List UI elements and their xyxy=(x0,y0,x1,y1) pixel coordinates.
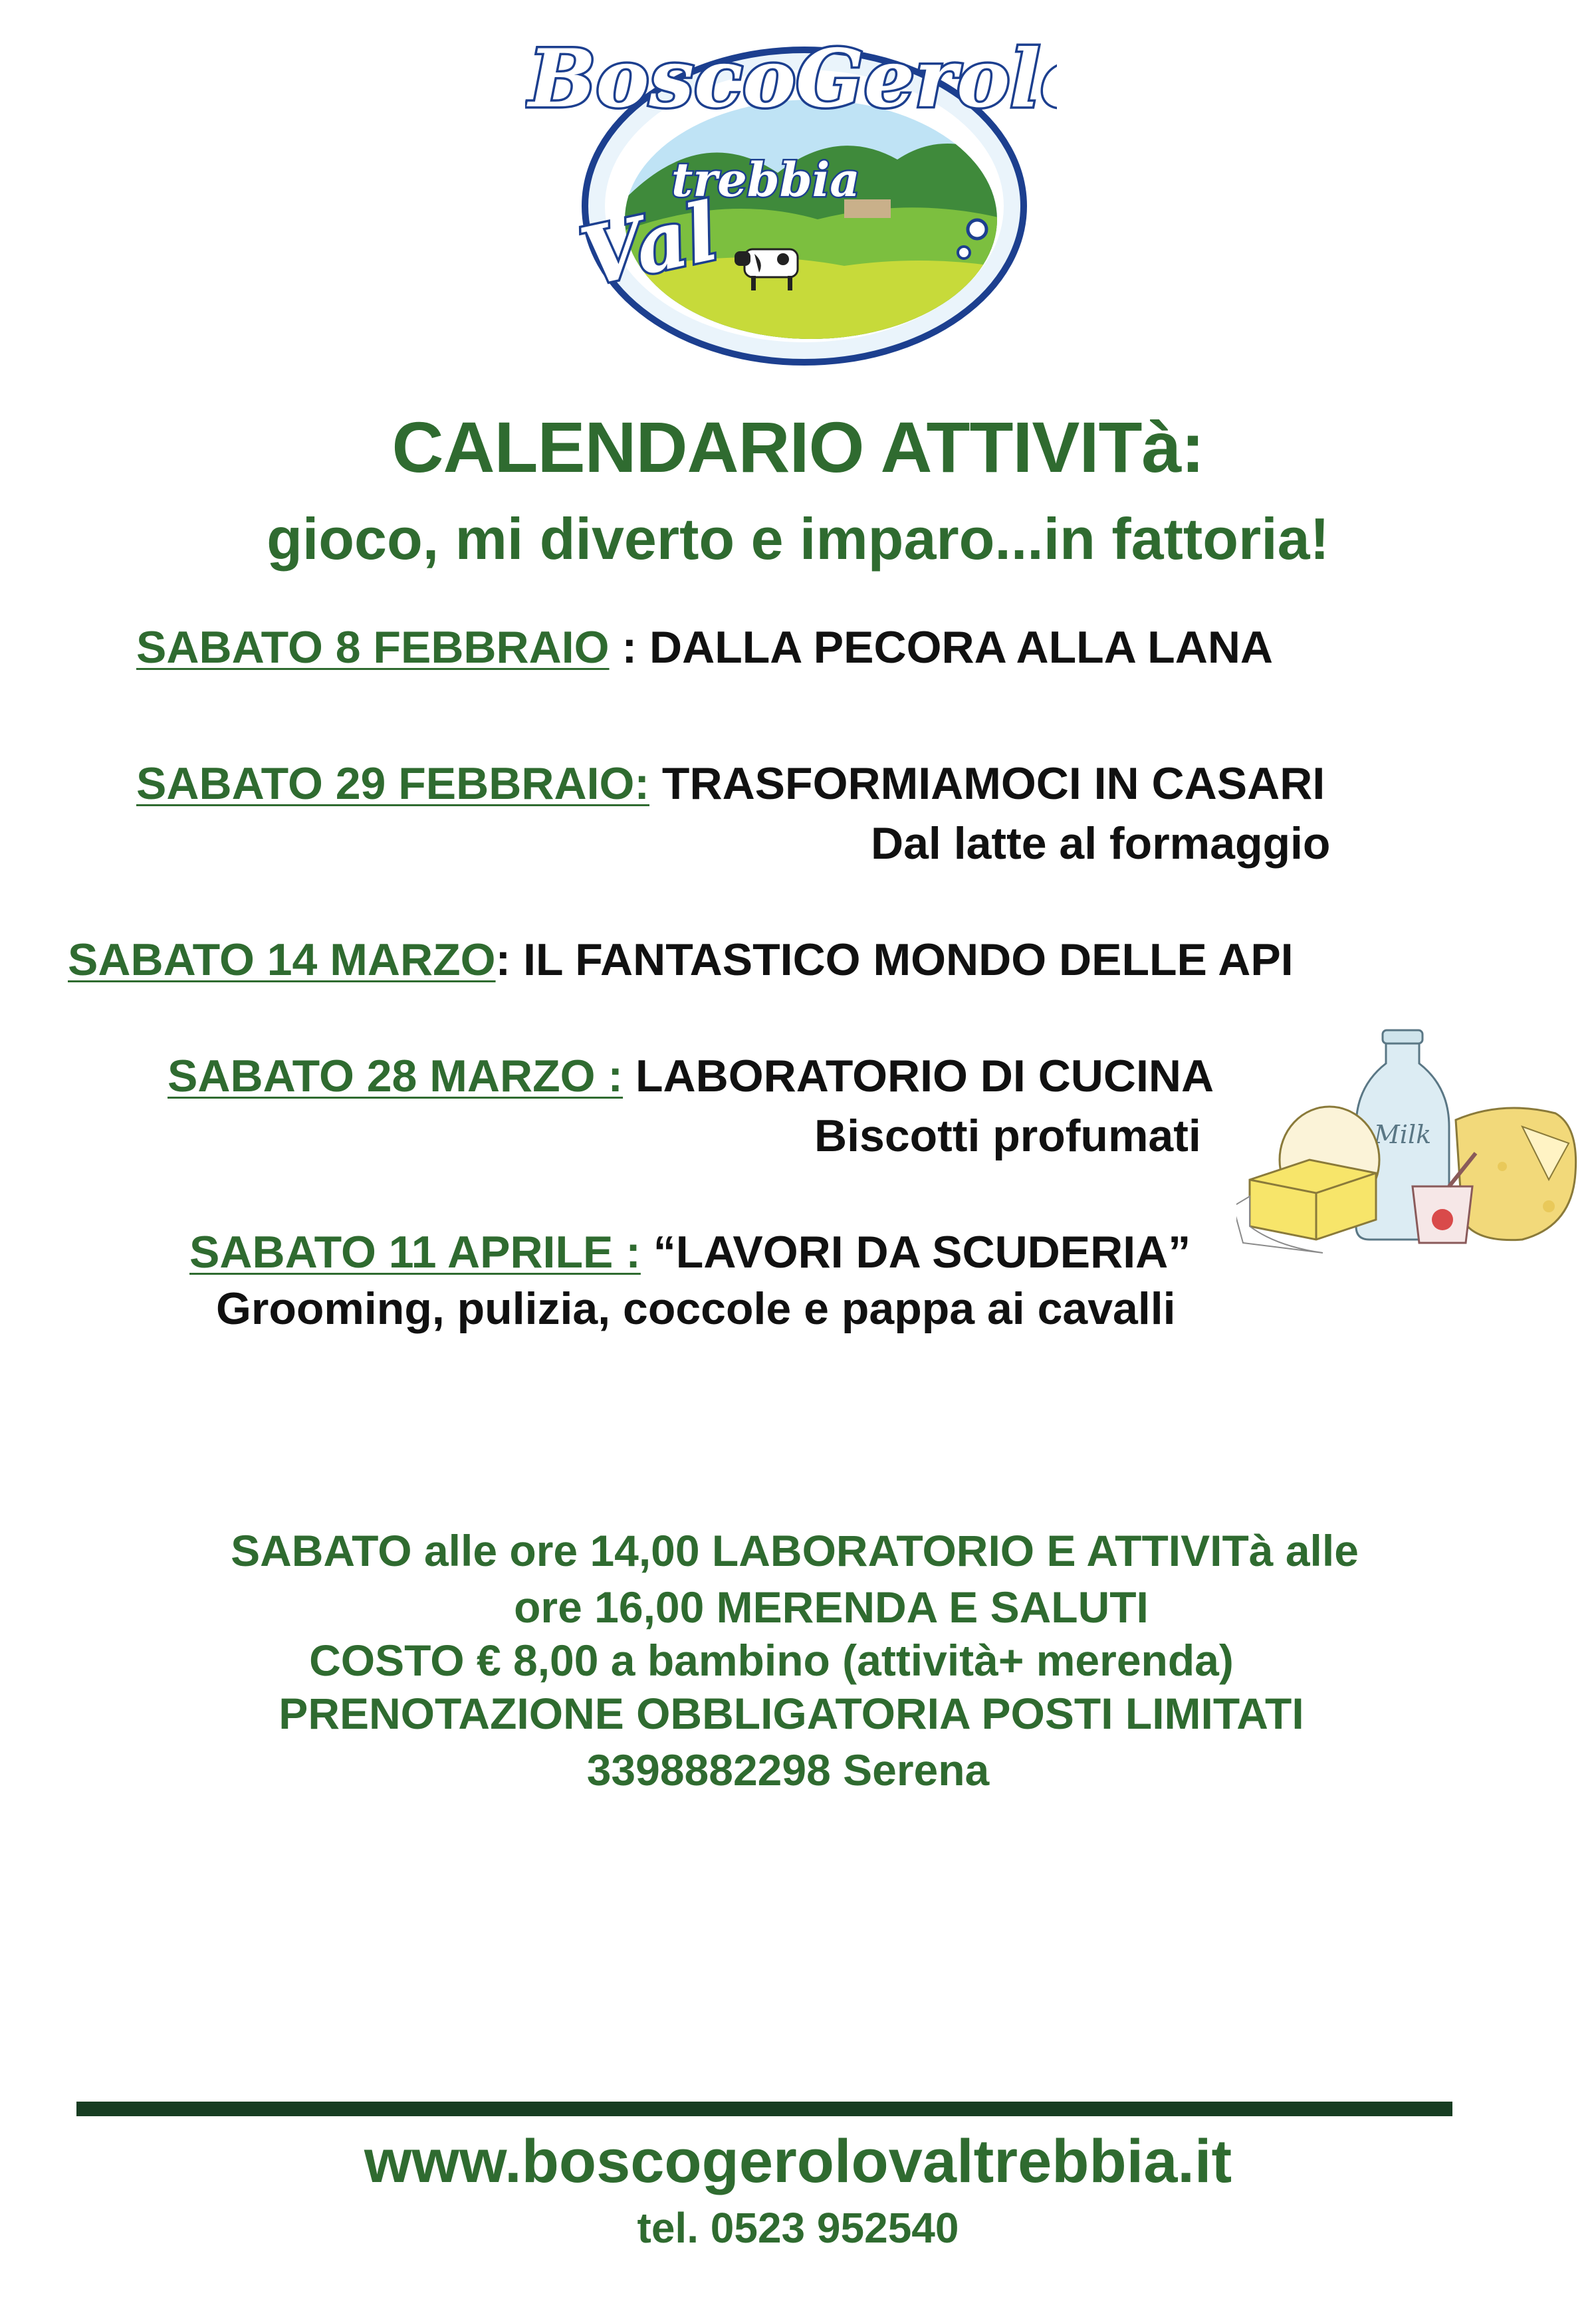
event-subtitle: Grooming, pulizia, coccole e pappa ai cavalli xyxy=(216,1283,1176,1334)
event-subtitle: Biscotti profumati xyxy=(814,1111,1201,1161)
event-title: TRASFORMIAMOCI IN CASARI xyxy=(661,758,1325,809)
info-line: COSTO € 8,00 a bambino (attività+ merenda) xyxy=(309,1636,1234,1685)
footer-phone: tel. 0523 952540 xyxy=(637,2204,959,2252)
event-title: IL FANTASTICO MONDO DELLE API xyxy=(523,934,1294,985)
event-date: SABATO 11 APRILE : xyxy=(189,1227,641,1277)
logo-main-text: BoscoGerolo xyxy=(528,32,1057,126)
event-separator: : xyxy=(495,934,524,985)
info-line: PRENOTAZIONE OBBLIGATORIA POSTI LIMITATI xyxy=(279,1689,1304,1738)
event-separator xyxy=(641,1227,653,1277)
event-row xyxy=(168,1050,1214,1102)
logo-val-text: Val xyxy=(572,184,726,305)
event-separator: : xyxy=(609,622,649,673)
logo-trebbia-text: trebbia xyxy=(671,152,860,207)
info-line: SABATO alle ore 14,00 LABORATORIO E ATTIVITà alle xyxy=(231,1526,1359,1575)
event-row xyxy=(68,934,1294,986)
event-title: LABORATORIO DI CUCINA xyxy=(635,1051,1214,1101)
logo xyxy=(525,7,1057,366)
event-date: SABATO 29 FEBBRAIO: xyxy=(136,758,650,809)
event-subtitle: Dal latte al formaggio xyxy=(871,818,1331,869)
page-title: CALENDARIO ATTIVITà: xyxy=(392,407,1204,487)
event-title: DALLA PECORA ALLA LANA xyxy=(649,622,1274,673)
event-row xyxy=(136,621,1273,673)
page-subtitle: gioco, mi diverto e imparo...in fattoria! xyxy=(267,506,1329,572)
event-separator xyxy=(623,1051,635,1101)
footer-divider xyxy=(76,2102,1452,2116)
event-date: SABATO 14 MARZO xyxy=(68,934,496,985)
website-link[interactable]: www.boscogerolovaltrebbia.it xyxy=(364,2128,1232,2195)
phone-contact: 3398882298 Serena xyxy=(586,1745,990,1795)
event-title: “LAVORI DA SCUDERIA” xyxy=(653,1227,1191,1277)
event-row xyxy=(136,758,1325,810)
event-separator xyxy=(649,758,662,809)
info-line: ore 16,00 MERENDA E SALUTI xyxy=(514,1583,1149,1632)
event-date: SABATO 28 MARZO : xyxy=(168,1051,624,1101)
event-row xyxy=(189,1226,1191,1278)
dairy-illustration xyxy=(1236,1027,1582,1266)
event-date: SABATO 8 FEBBRAIO xyxy=(136,622,610,673)
milk-label: Milk xyxy=(1373,1120,1432,1149)
